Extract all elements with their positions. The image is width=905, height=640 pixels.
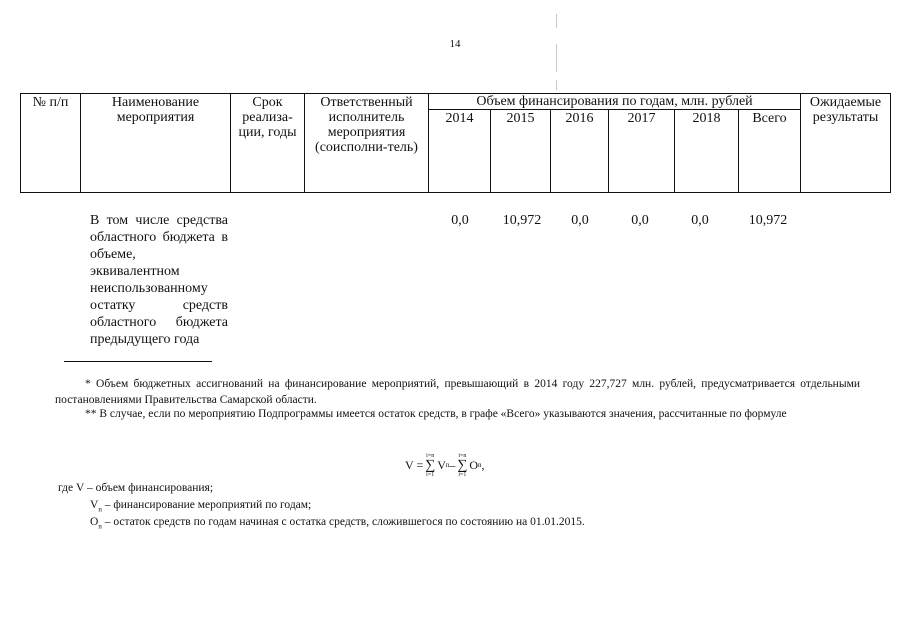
value-2017: 0,0	[631, 213, 649, 228]
sum-lower-limit: i=1	[426, 471, 435, 478]
definition-v: где V – объем финансирования;	[58, 482, 214, 494]
sigma-sign: ∑	[457, 457, 468, 473]
footnote-divider	[64, 361, 212, 362]
definition-on-sub: n	[98, 522, 102, 531]
header-year-2016: 2016	[551, 110, 609, 193]
header-results: Ожидаемые результаты	[801, 94, 891, 193]
header-term: Срок реализа-ции, годы	[231, 94, 305, 193]
header-name: Наименование мероприятия	[81, 94, 231, 193]
sum-upper-limit: i=n	[426, 452, 435, 459]
sum-symbol-1	[425, 453, 435, 478]
sum-lower-limit: i=1	[458, 471, 467, 478]
sum-upper-limit: i=n	[458, 452, 467, 459]
value-2016: 0,0	[571, 213, 589, 228]
scan-mark	[556, 44, 557, 72]
header-funding-group: Объем финансирования по годам, млн. рублей	[429, 94, 801, 110]
formula-term-v-sub: n	[445, 461, 450, 469]
formula-minus: –	[449, 457, 456, 472]
formula-term-o-sub: n	[478, 461, 482, 469]
definition-vn-text: – финансирование мероприятий по годам;	[101, 499, 312, 511]
header-year-2018: 2018	[675, 110, 739, 193]
value-2015: 10,972	[502, 213, 542, 228]
definition-vn-sub: n	[98, 505, 102, 514]
row-name: В том числе средства областного бюджета в объеме, эквивалентном неиспользованному остатку средств областного бюджета предыдущего года	[90, 213, 228, 347]
definition-on-symbol: O	[90, 516, 99, 528]
page-number: 14	[449, 38, 461, 50]
header-year-2017: 2017	[609, 110, 675, 193]
formula-term-o: O	[469, 457, 479, 472]
definition-vn-symbol: V	[90, 499, 99, 511]
definition-on	[90, 514, 585, 534]
value-2014: 0,0	[451, 213, 469, 228]
formula-term-v: V	[437, 457, 446, 472]
header-year-2014: 2014	[429, 110, 491, 193]
sigma-sign: ∑	[425, 457, 436, 473]
scan-mark	[556, 80, 557, 90]
value-2018: 0,0	[691, 213, 709, 228]
header-executor: Ответственный исполнитель мероприятия (соисполни-тель)	[305, 94, 429, 193]
header-year-2015: 2015	[491, 110, 551, 193]
formula	[405, 450, 485, 480]
header-total: Всего	[739, 110, 801, 193]
definition-on-text: – остаток средств по годам начиная с остатка средств, сложившегося по состоянию на 01.01.2015.	[101, 516, 585, 528]
funding-table-header	[20, 93, 890, 193]
value-total: 10,972	[748, 213, 788, 228]
scan-mark	[556, 14, 557, 28]
header-num: № п/п	[21, 94, 81, 193]
formula-tail: ,	[481, 457, 485, 472]
sum-symbol-2	[457, 453, 467, 478]
formula-lhs: V =	[405, 457, 424, 472]
footnote-2: ** В случае, если по мероприятию Подпрограммы имеется остаток средств, в графе «Всего» указываются значения, рассчитанные по формуле	[85, 408, 787, 420]
footnote-1: * Объем бюджетных ассигнований на финансирование мероприятий, превышающий в 2014 году 227,727 млн. рублей, предусматривается отдельными постановлениями Правительства Самарской области.	[55, 378, 860, 406]
